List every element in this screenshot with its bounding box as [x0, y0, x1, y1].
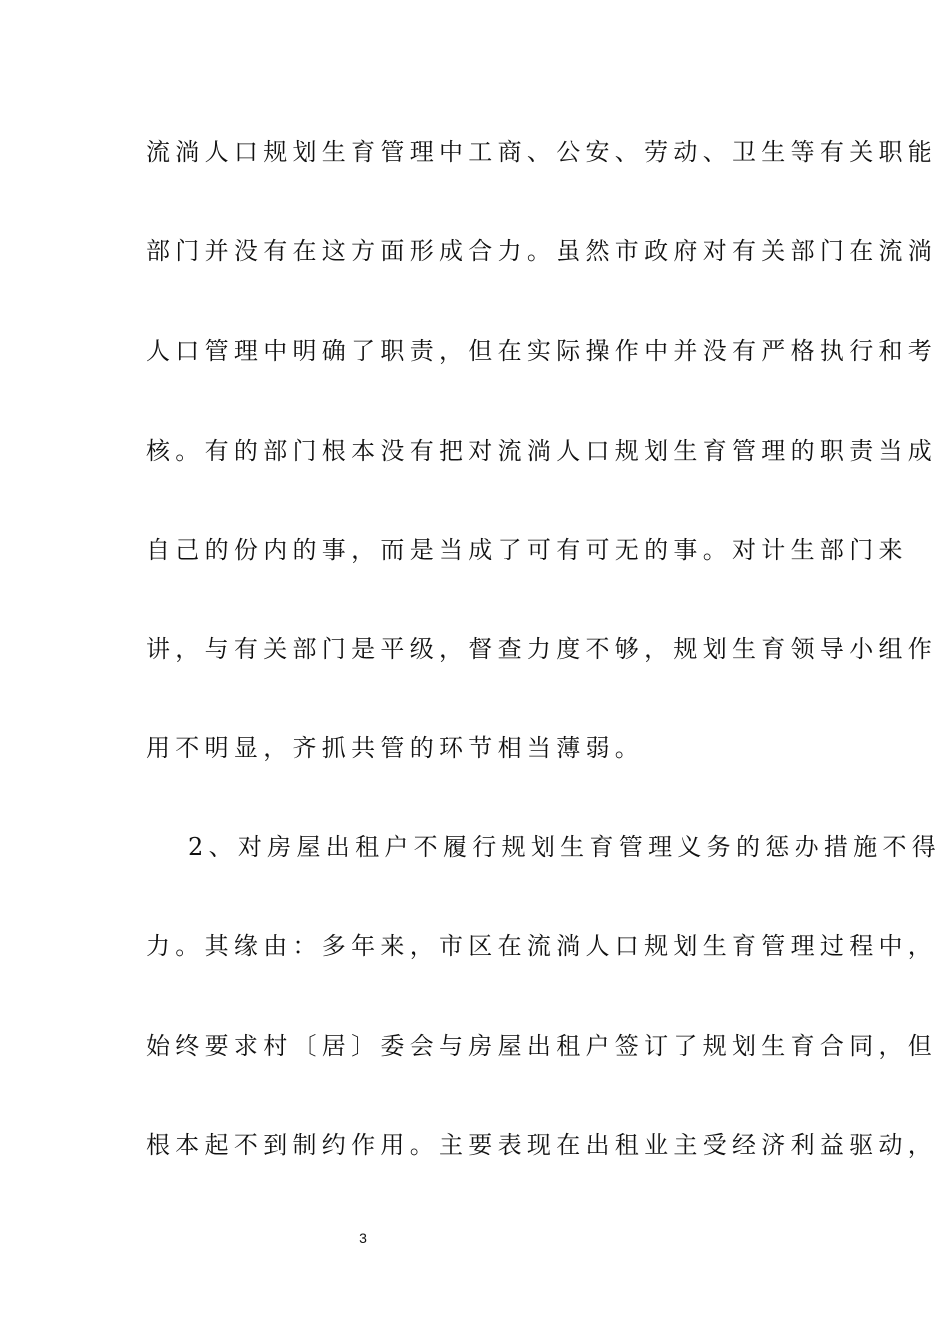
text-line-9: 力。其缘由：多年来，市区在流淌人口规划生育管理过程中，	[146, 932, 938, 960]
text-line-7: 用不明显，齐抓共管的环节相当薄弱。	[146, 734, 645, 762]
text-line-1: 流淌人口规划生育管理中工商、公安、劳动、卫生等有关职能	[146, 138, 938, 166]
text-line-11: 根本起不到制约作用。主要表现在出租业主受经济利益驱动，	[146, 1131, 938, 1159]
text-line-2: 部门并没有在这方面形成合力。虽然市政府对有关部门在流淌	[146, 237, 938, 265]
text-line-6: 讲，与有关部门是平级，督查力度不够，规划生育领导小组作	[146, 635, 938, 663]
text-line-8: 2、对房屋出租户不履行规划生育管理义务的惩办措施不得	[188, 833, 942, 861]
text-line-10: 始终要求村〔居〕委会与房屋出租户签订了规划生育合同，但	[146, 1032, 938, 1060]
text-line-4: 核。有的部门根本没有把对流淌人口规划生育管理的职责当成	[146, 437, 938, 465]
text-line-3: 人口管理中明确了职责，但在实际操作中并没有严格执行和考	[146, 337, 938, 365]
text-line-5: 自己的份内的事，而是当成了可有可无的事。对计生部门来	[146, 536, 908, 564]
page-number: 3	[359, 1230, 367, 1246]
